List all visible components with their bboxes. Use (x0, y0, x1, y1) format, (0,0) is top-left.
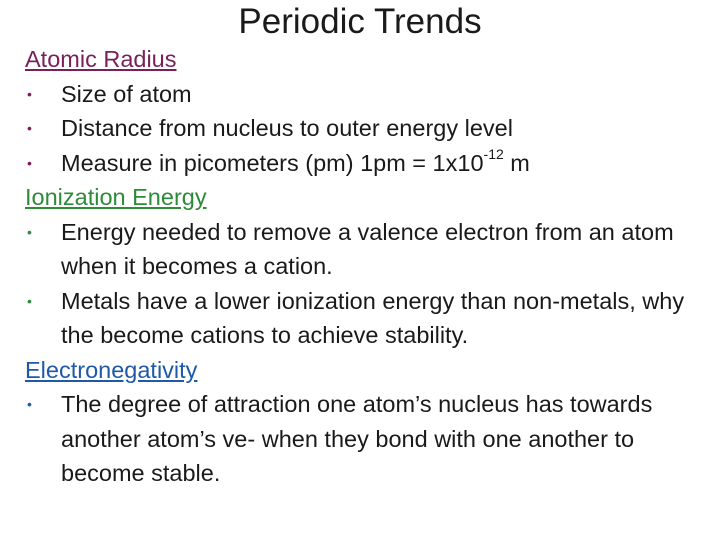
heading-ionization-energy: Ionization Energy (25, 184, 207, 210)
bullet-item (25, 111, 715, 146)
bullet-text: The degree of attraction one atom’s nucleus has towards another atom’s ve- when they bond with one another to become stable. (61, 391, 653, 486)
bullet-text: Distance from nucleus to outer energy level (61, 115, 513, 141)
bullet-dot-icon: • (27, 292, 32, 309)
bullet-item (25, 215, 715, 284)
measure-exponent: -12 (483, 145, 504, 162)
slide-title (0, 0, 720, 44)
bullet-item (25, 284, 715, 353)
bullet-dot-icon: • (27, 85, 32, 102)
bullet-item (25, 387, 715, 491)
slide-title-text: Periodic Trends (238, 2, 482, 41)
bullet-dot-icon: • (27, 120, 32, 136)
bullet-text-measure (61, 145, 530, 176)
bullet-text: Energy needed to remove a valence electron from an atom when it becomes a cation. (61, 218, 674, 279)
bullet-text: Metals have a lower ionization energy than non-metals, why the become cations to achieve stability. (61, 287, 685, 348)
measure-suffix: m (503, 149, 530, 176)
heading-atomic-radius: Atomic Radius (25, 46, 177, 72)
measure-prefix: Measure in picometers (pm) 1pm = 1x10 (61, 149, 484, 176)
bullet-item (25, 77, 715, 112)
bullet-dot-icon: • (27, 223, 32, 240)
bullet-dot-icon: • (27, 154, 32, 171)
bullet-text: Size of atom (61, 80, 192, 107)
bullet-item (25, 146, 715, 181)
bullet-dot-icon: • (27, 396, 32, 412)
heading-electronegativity: Electronegativity (25, 356, 198, 383)
slide-content (25, 42, 715, 491)
